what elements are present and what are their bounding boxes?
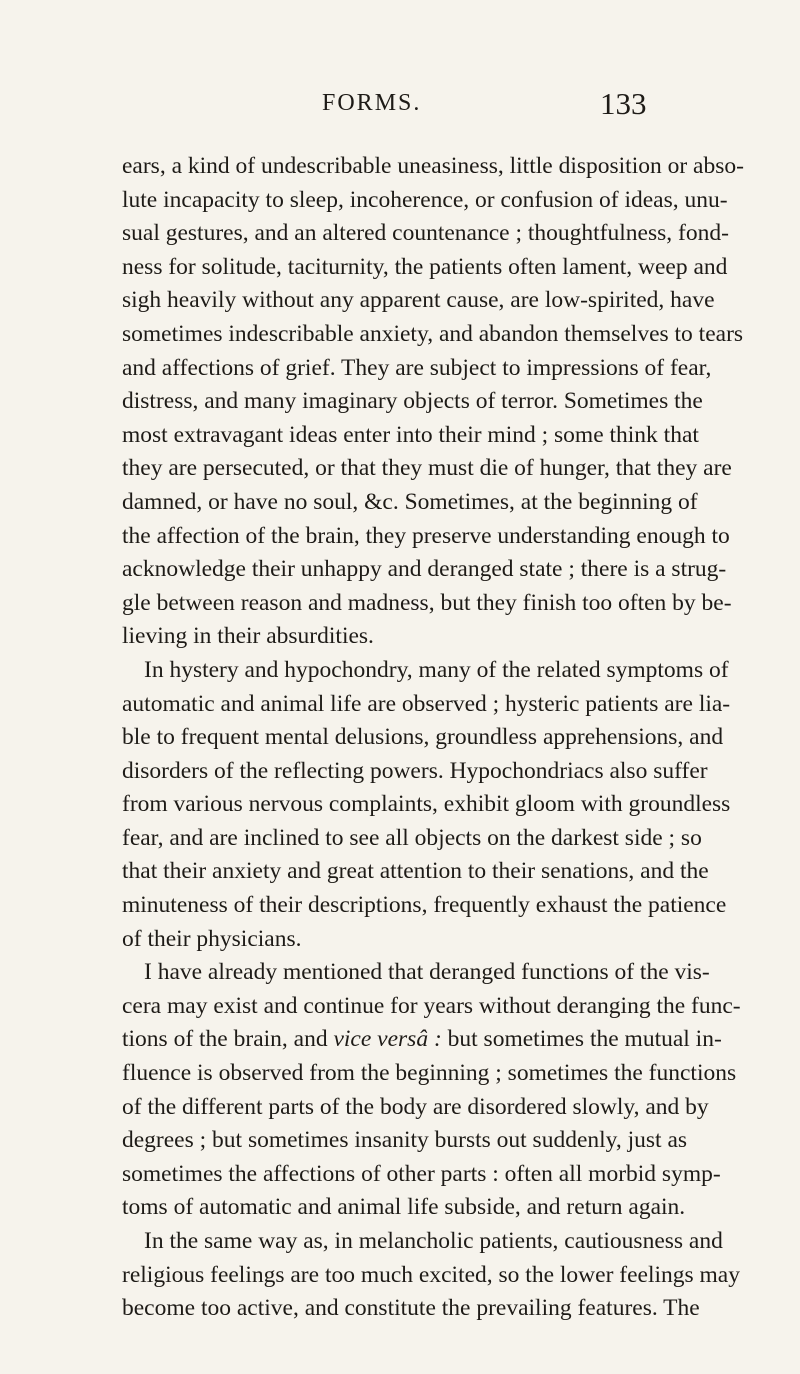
text-line: sometimes indescribable anxiety, and abandon themselves to tears	[122, 320, 744, 347]
text-line: fluence is observed from the beginning ; sometimes the functions	[122, 1060, 737, 1087]
text-line: automatic and animal life are observed ; hysteric patients are lia-	[122, 690, 731, 717]
text-line: from various nervous complaints, exhibit gloom with groundless	[122, 791, 731, 818]
text-line: become too active, and constitute the prevailing features. The	[122, 1295, 700, 1322]
text-line: In the same way as, in melancholic patients, cautiousness and	[144, 1228, 723, 1254]
text-line: damned, or have no soul, &c. Sometimes, at the beginning of	[122, 488, 698, 515]
text-line: fear, and are inclined to see all objects on the darkest side ; so	[122, 824, 702, 851]
text-line: minuteness of their descriptions, frequently exhaust the patience	[122, 892, 727, 919]
text-line: disorders of the reflecting powers. Hypochondriacs also suffer	[122, 757, 708, 784]
italic-phrase: vice versâ :	[333, 1026, 442, 1053]
text-line: acknowledge their unhappy and deranged state ; there is a strug-	[122, 556, 727, 583]
text-line: and affections of grief. They are subject to impressions of fear,	[122, 354, 712, 381]
text-line: cera may exist and continue for years without deranging the func-	[122, 992, 741, 1019]
text-line: distress, and many imaginary objects of terror. Sometimes the	[122, 388, 703, 415]
text-line: lute incapacity to sleep, incoherence, or confusion of ideas, unu-	[122, 186, 728, 213]
text-line: of their physicians.	[122, 925, 302, 952]
text-segment: tions of the brain, and	[122, 1026, 328, 1053]
text-line: gle between reason and madness, but they finish too often by be-	[122, 589, 732, 616]
running-head	[0, 86, 800, 126]
text-line: ble to frequent mental delusions, groundless apprehensions, and	[122, 724, 724, 751]
text-line: ears, a kind of undescribable uneasiness, little disposition or abso-	[122, 153, 744, 179]
text-line: lieving in their absurdities.	[122, 623, 374, 650]
text-line: most extravagant ideas enter into their mind ; some think that	[122, 421, 699, 448]
text-line: that their anxiety and great attention to their senations, and the	[122, 858, 709, 885]
text-line: sual gestures, and an altered countenance ; thoughtfulness, fond-	[122, 220, 729, 247]
text-line: they are persecuted, or that they must die of hunger, that they are	[122, 455, 732, 482]
text-segment: but sometimes the mutual in-	[447, 1026, 722, 1053]
page-number: 133	[600, 86, 647, 121]
text-line: I have already mentioned that deranged functions of the vis-	[144, 959, 710, 986]
text-line	[122, 1023, 722, 1057]
text-line: ness for solitude, taciturnity, the patients often lament, weep and	[122, 253, 728, 280]
body-text	[122, 150, 744, 1326]
text-line: of the different parts of the body are disordered slowly, and by	[122, 1093, 709, 1120]
running-title: FORMS.	[322, 90, 422, 116]
text-line: religious feelings are too much excited, so the lower feelings may	[122, 1261, 740, 1288]
text-line: toms of automatic and animal life subside, and return again.	[122, 1194, 686, 1221]
text-line: In hystery and hypochondry, many of the related symptoms of	[144, 656, 729, 683]
text-line: the affection of the brain, they preserve understanding enough to	[122, 522, 730, 549]
text-line: degrees ; but sometimes insanity bursts out suddenly, just as	[122, 1127, 688, 1154]
text-line: sigh heavily without any apparent cause, are low-spirited, have	[122, 287, 715, 314]
text-line: sometimes the affections of other parts : often all morbid symp-	[122, 1160, 721, 1187]
